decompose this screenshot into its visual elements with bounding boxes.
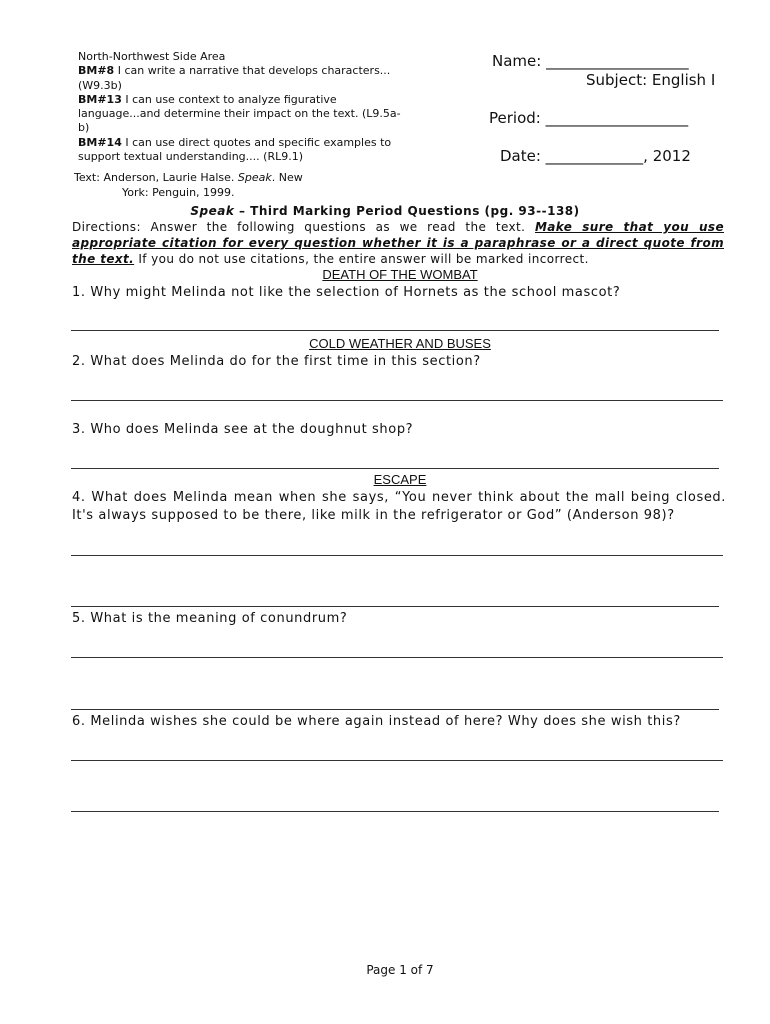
bm13-code: BM#13: [78, 92, 122, 106]
question-3: 3. Who does Melinda see at the doughnut shop?: [72, 422, 414, 437]
answer-line-2: [71, 400, 723, 401]
question-2: 2. What does Melinda do for the first time in this section?: [72, 354, 481, 369]
directions: [72, 219, 724, 267]
citation-suffix: . New: [271, 171, 303, 184]
answer-line-6a: [71, 760, 723, 761]
text-reference-line2: York: Penguin, 1999.: [122, 185, 235, 199]
date-field: Date: _____________, 2012: [500, 147, 691, 165]
citation-title: Speak: [237, 171, 272, 184]
directions-emphasis: Make sure that you use appropriate citation for every question whether it is a paraphrase or a direct quote from the text.: [72, 220, 725, 266]
question-5: 5. What is the meaning of conundrum?: [72, 611, 348, 626]
benchmark-14: [78, 136, 408, 165]
section-cold-weather-and-buses: COLD WEATHER AND BUSES: [309, 336, 491, 351]
benchmark-13: [78, 93, 408, 136]
citation-author: Text: Anderson, Laurie Halse.: [74, 171, 238, 184]
question-6: 6. Melinda wishes she could be where again instead of here? Why does she wish this?: [72, 714, 681, 729]
area-label: North-Northwest Side Area: [78, 50, 226, 63]
answer-line-6b: [71, 811, 719, 812]
subject-label: Subject: English I: [586, 71, 716, 89]
bm14-code: BM#14: [78, 135, 122, 149]
page-number: Page 1 of 7: [366, 963, 434, 977]
bm13-text: I can use context to analyze figurative language...and determine their impact on the text. (L9.5a-b): [78, 92, 401, 135]
bm14-text: I can use direct quotes and specific examples to support textual understanding.... (RL9.1): [78, 135, 392, 164]
answer-line-3: [71, 468, 719, 469]
directions-suffix: If you do not use citations, the entire answer will be marked incorrect.: [134, 252, 589, 266]
bm8-code: BM#8: [78, 64, 115, 78]
period-field: Period: ___________________: [489, 109, 689, 127]
benchmark-block: [78, 50, 408, 164]
answer-line-4b: [71, 606, 719, 607]
text-reference: [74, 171, 303, 200]
answer-line-1: [71, 330, 719, 331]
section-death-of-the-wombat: DEATH OF THE WOMBAT: [322, 267, 478, 282]
section-escape: ESCAPE: [373, 472, 427, 487]
text-reference-line1: [74, 171, 303, 186]
title-rest: – Third Marking Period Questions (pg. 93--138): [234, 204, 580, 218]
name-field: Name: ___________________: [492, 52, 689, 70]
title-book: Speak: [190, 204, 235, 218]
benchmark-8: [78, 64, 408, 93]
answer-line-5b: [71, 709, 719, 710]
question-4: 4. What does Melinda mean when she says, “You never think about the mall being closed. It's always supposed to be there, like milk in the refrigerator or God” (Anderson 98)?: [72, 490, 726, 523]
directions-prefix: Directions: Answer the following questions as we read the text.: [72, 220, 535, 234]
question-1: 1. Why might Melinda not like the selection of Hornets as the school mascot?: [72, 285, 621, 300]
answer-line-5a: [71, 657, 723, 658]
answer-line-4a: [71, 555, 723, 556]
bm8-text: I can write a narrative that develops characters...(W9.3b): [78, 64, 391, 92]
page-title: [0, 204, 770, 218]
